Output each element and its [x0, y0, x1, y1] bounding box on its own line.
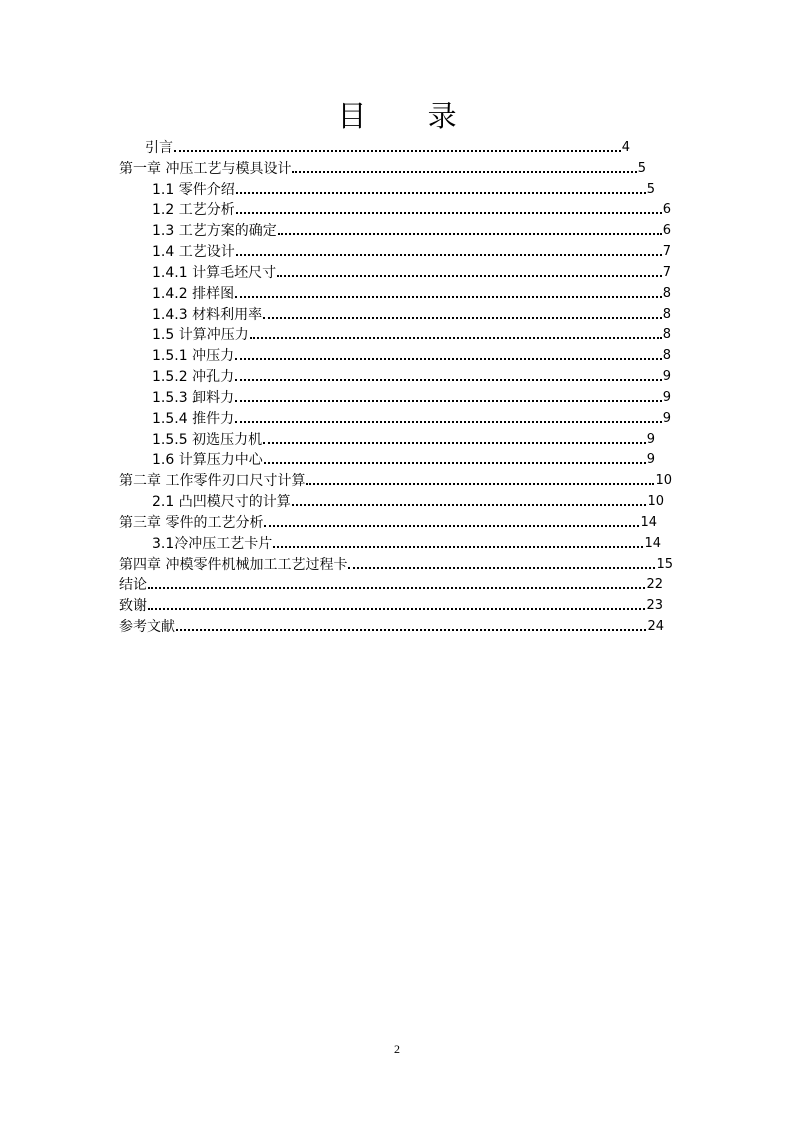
dot-leader	[263, 442, 646, 444]
dot-leader	[292, 171, 636, 173]
toc-entry[interactable]	[152, 179, 655, 199]
toc-entry[interactable]	[119, 595, 663, 615]
dot-leader	[235, 296, 662, 298]
toc-entry-page: 10	[655, 473, 672, 489]
toc-entry-title: 第一章 冲压工艺与模具设计	[119, 160, 292, 177]
toc-entry[interactable]	[152, 283, 671, 303]
dot-leader	[148, 587, 645, 589]
toc-entry-page: 9	[662, 410, 671, 426]
dot-leader	[250, 337, 662, 339]
dot-leader	[264, 462, 646, 464]
toc-entry-page: 9	[646, 431, 655, 447]
toc-entry-title: 第二章 工作零件刃口尺寸计算	[119, 473, 306, 490]
toc-entry[interactable]	[152, 408, 671, 428]
toc-entry-title: 1.5.5 初选压力机	[152, 431, 263, 448]
toc-entry-title: 第四章 冲模零件机械加工工艺过程卡	[119, 556, 348, 573]
toc-entry-page: 9	[646, 452, 655, 468]
toc-entry-page: 14	[644, 535, 661, 551]
toc-entry-page: 9	[662, 389, 671, 405]
dot-leader	[148, 608, 645, 610]
toc-entry[interactable]	[119, 574, 663, 594]
toc-entry[interactable]	[152, 199, 671, 219]
toc-entry-title: 引言	[145, 140, 173, 156]
toc-entry[interactable]	[152, 241, 671, 261]
toc-entry-title: 1.1 零件介绍	[152, 181, 235, 198]
toc-entry-title: 1.5.2 冲孔力	[152, 369, 235, 386]
dot-leader	[236, 212, 662, 214]
toc-entry[interactable]	[145, 137, 630, 157]
toc-entry[interactable]	[152, 449, 655, 469]
dot-leader	[174, 150, 621, 152]
toc-entry-title: 1.6 计算压力中心	[152, 452, 263, 469]
toc-entry-page: 4	[621, 140, 630, 155]
toc-entry-page: 7	[662, 264, 671, 280]
toc-entry[interactable]	[152, 304, 671, 324]
toc-entry[interactable]	[152, 324, 671, 344]
toc-entry-page: 23	[646, 598, 663, 614]
toc-entry-title: 结论	[119, 577, 147, 594]
toc-entry-title: 参考文献	[119, 619, 175, 636]
toc-entry[interactable]	[152, 220, 671, 240]
toc-entry-title: 1.5 计算冲压力	[152, 327, 249, 344]
toc-entry-title: 1.4 工艺设计	[152, 244, 235, 261]
toc-entry-title: 致谢	[119, 598, 147, 615]
toc-entry-title: 第三章 零件的工艺分析	[119, 514, 264, 531]
toc-entry[interactable]	[119, 512, 657, 532]
dot-leader	[277, 275, 662, 277]
toc-entry-page: 5	[637, 160, 646, 176]
toc-entry-page: 6	[662, 202, 671, 218]
toc-entry-page: 7	[662, 244, 671, 260]
dot-leader	[236, 192, 646, 194]
toc-entry-page: 5	[646, 181, 655, 197]
dot-leader	[235, 358, 662, 360]
toc-entry-page: 14	[640, 514, 657, 530]
toc-entry-title: 3.1冷冲压工艺卡片	[152, 535, 273, 552]
toc-entry-page: 9	[662, 369, 671, 385]
toc-entry-title: 1.3 工艺方案的确定	[152, 223, 277, 240]
toc-entry[interactable]	[152, 387, 671, 407]
dot-leader	[264, 525, 639, 527]
toc-entry-page: 8	[662, 327, 671, 343]
toc-entry-title: 1.4.3 材料利用率	[152, 306, 263, 323]
toc-entry-title: 1.2 工艺分析	[152, 202, 235, 219]
dot-leader	[348, 567, 655, 569]
page-number: 2	[394, 1042, 400, 1056]
toc-title: 目 录	[337, 99, 483, 133]
toc-entry[interactable]	[152, 345, 671, 365]
dot-leader	[176, 629, 646, 631]
dot-leader	[235, 421, 662, 423]
dot-leader	[236, 254, 662, 256]
toc-entry[interactable]	[119, 470, 672, 490]
dot-leader	[306, 483, 654, 485]
toc-entry-page: 22	[646, 577, 663, 593]
toc-entry-page: 15	[656, 556, 673, 572]
dot-leader	[235, 400, 662, 402]
toc-entry-title: 1.5.1 冲压力	[152, 348, 235, 365]
toc-entry-title: 1.4.1 计算毛坯尺寸	[152, 264, 277, 281]
dot-leader	[235, 379, 662, 381]
toc-entry-title: 1.5.3 卸料力	[152, 389, 235, 406]
toc-entry[interactable]	[152, 366, 671, 386]
toc-entry[interactable]	[119, 616, 664, 636]
toc-entry[interactable]	[119, 158, 646, 178]
dot-leader	[263, 317, 662, 319]
toc-entry[interactable]	[152, 262, 671, 282]
toc-entry-page: 8	[662, 348, 671, 364]
toc-entry-page: 8	[662, 306, 671, 322]
toc-entry-page: 8	[662, 285, 671, 301]
toc-entry-page: 10	[647, 494, 664, 510]
toc-entry[interactable]	[152, 429, 655, 449]
toc-entry-title: 1.5.4 推件力	[152, 410, 235, 427]
dot-leader	[292, 504, 647, 506]
toc-entry[interactable]	[152, 491, 664, 511]
toc-entry-page: 24	[647, 619, 664, 635]
toc-entry[interactable]	[152, 533, 661, 553]
toc-entry[interactable]	[119, 554, 673, 574]
toc-entry-title: 2.1 凸凹模尺寸的计算	[152, 494, 291, 511]
toc-entry-page: 6	[662, 223, 671, 239]
dot-leader	[273, 546, 643, 548]
dot-leader	[278, 233, 662, 235]
toc-entry-title: 1.4.2 排样图	[152, 285, 235, 302]
